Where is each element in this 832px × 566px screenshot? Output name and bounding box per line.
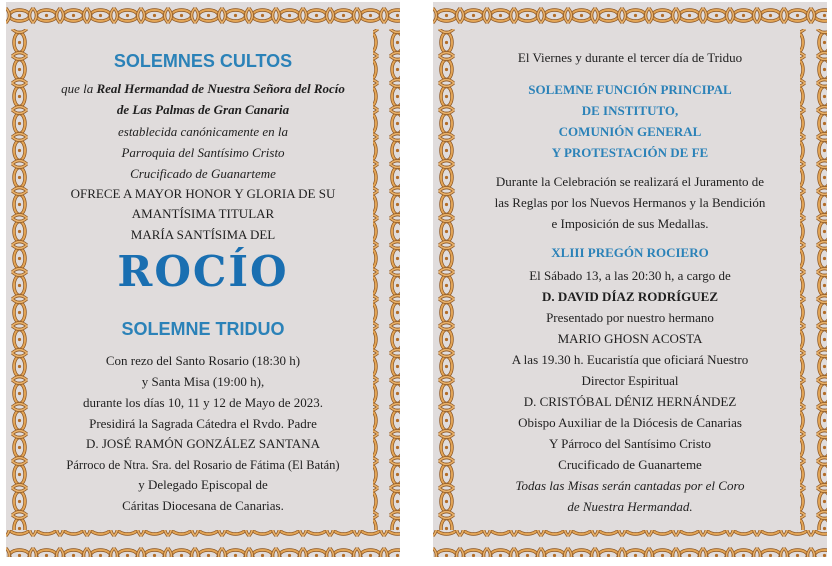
left-panel-content bbox=[36, 2, 370, 557]
solemn-triduo-heading: SOLEMNE TRIDUO bbox=[121, 319, 285, 339]
director-role-line: Y Párroco del Santísimo Cristo bbox=[548, 436, 711, 451]
solemn-cults-heading: SOLEMNES CULTOS bbox=[113, 51, 293, 71]
function-heading-line: COMUNIÓN GENERAL bbox=[558, 124, 702, 139]
choir-line-1: Todas las Misas serán cantadas por el Coro bbox=[515, 478, 745, 493]
parish-line-2: Crucificado de Guanarteme bbox=[130, 166, 276, 181]
left-panel bbox=[6, 2, 400, 557]
right-panel bbox=[433, 2, 827, 557]
brotherhood-line-2: de Las Palmas de Gran Canaria bbox=[116, 102, 290, 117]
triduo-line: D. JOSÉ RAMÓN GONZÁLEZ SANTANA bbox=[85, 436, 321, 451]
function-heading-line: Y PROTESTACIÓN DE FE bbox=[551, 145, 709, 160]
oath-line: las Reglas por los Nuevos Hermanos y la Bendición bbox=[494, 195, 766, 210]
function-heading-line: SOLEMNE FUNCIÓN PRINCIPAL bbox=[528, 82, 732, 97]
triduo-line: y Santa Misa (19:00 h), bbox=[141, 374, 265, 389]
eucharist-line-2: Director Espiritual bbox=[581, 373, 679, 388]
presenter-name: MARIO GHOSN ACOSTA bbox=[557, 331, 703, 346]
triduo-line: Presidirá la Sagrada Cátedra el Rvdo. Padre bbox=[89, 416, 317, 431]
established-line: establecida canónicamente en la bbox=[117, 124, 289, 139]
intro-prefix: que la bbox=[61, 81, 97, 96]
director-role-line: Obispo Auxiliar de la Diócesis de Canarias bbox=[518, 415, 742, 430]
rocio-title: ROCÍO bbox=[117, 247, 289, 296]
pregon-speaker: D. DAVID DÍAZ RODRÍGUEZ bbox=[541, 289, 718, 304]
friday-intro: El Viernes y durante el tercer día de Triduo bbox=[517, 50, 743, 65]
oath-line: e Imposición de sus Medallas. bbox=[551, 216, 709, 231]
triduo-line: y Delegado Episcopal de bbox=[138, 477, 268, 492]
right-panel-content bbox=[463, 2, 797, 557]
director-name: D. CRISTÓBAL DÉNIZ HERNÁNDEZ bbox=[523, 394, 737, 409]
brotherhood-name: Real Hermandad de Nuestra Señora del Rocío bbox=[96, 81, 345, 96]
triduo-line: durante los días 10, 11 y 12 de Mayo de 2023. bbox=[83, 395, 323, 410]
triduo-line: Con rezo del Santo Rosario (18:30 h) bbox=[105, 353, 301, 368]
presented-by: Presentado por nuestro hermano bbox=[546, 310, 714, 325]
offer-line-2: AMANTÍSIMA TITULAR bbox=[131, 206, 275, 221]
brotherhood-line-1 bbox=[36, 81, 370, 97]
director-role-line: Crucificado de Guanarteme bbox=[558, 457, 702, 472]
triduo-line: Cáritas Diocesana de Canarias. bbox=[122, 498, 284, 513]
offer-line-1: OFRECE A MAYOR HONOR Y GLORIA DE SU bbox=[70, 186, 336, 201]
offer-line-3: MARÍA SANTÍSIMA DEL bbox=[130, 227, 276, 242]
pregon-heading: XLIII PREGÓN ROCIERO bbox=[551, 245, 709, 260]
pregon-date: El Sábado 13, a las 20:30 h, a cargo de bbox=[529, 268, 731, 283]
eucharist-line-1: A las 19.30 h. Eucaristía que oficiará Nuestro bbox=[511, 352, 749, 367]
choir-line-2: de Nuestra Hermandad. bbox=[567, 499, 693, 514]
function-heading-line: DE INSTITUTO, bbox=[581, 103, 679, 118]
parish-line-1: Parroquia del Santísimo Cristo bbox=[121, 145, 285, 160]
oath-line: Durante la Celebración se realizará el Juramento de bbox=[495, 174, 765, 189]
triduo-line: Párroco de Ntra. Sra. del Rosario de Fátima (El Batán) bbox=[66, 458, 340, 472]
